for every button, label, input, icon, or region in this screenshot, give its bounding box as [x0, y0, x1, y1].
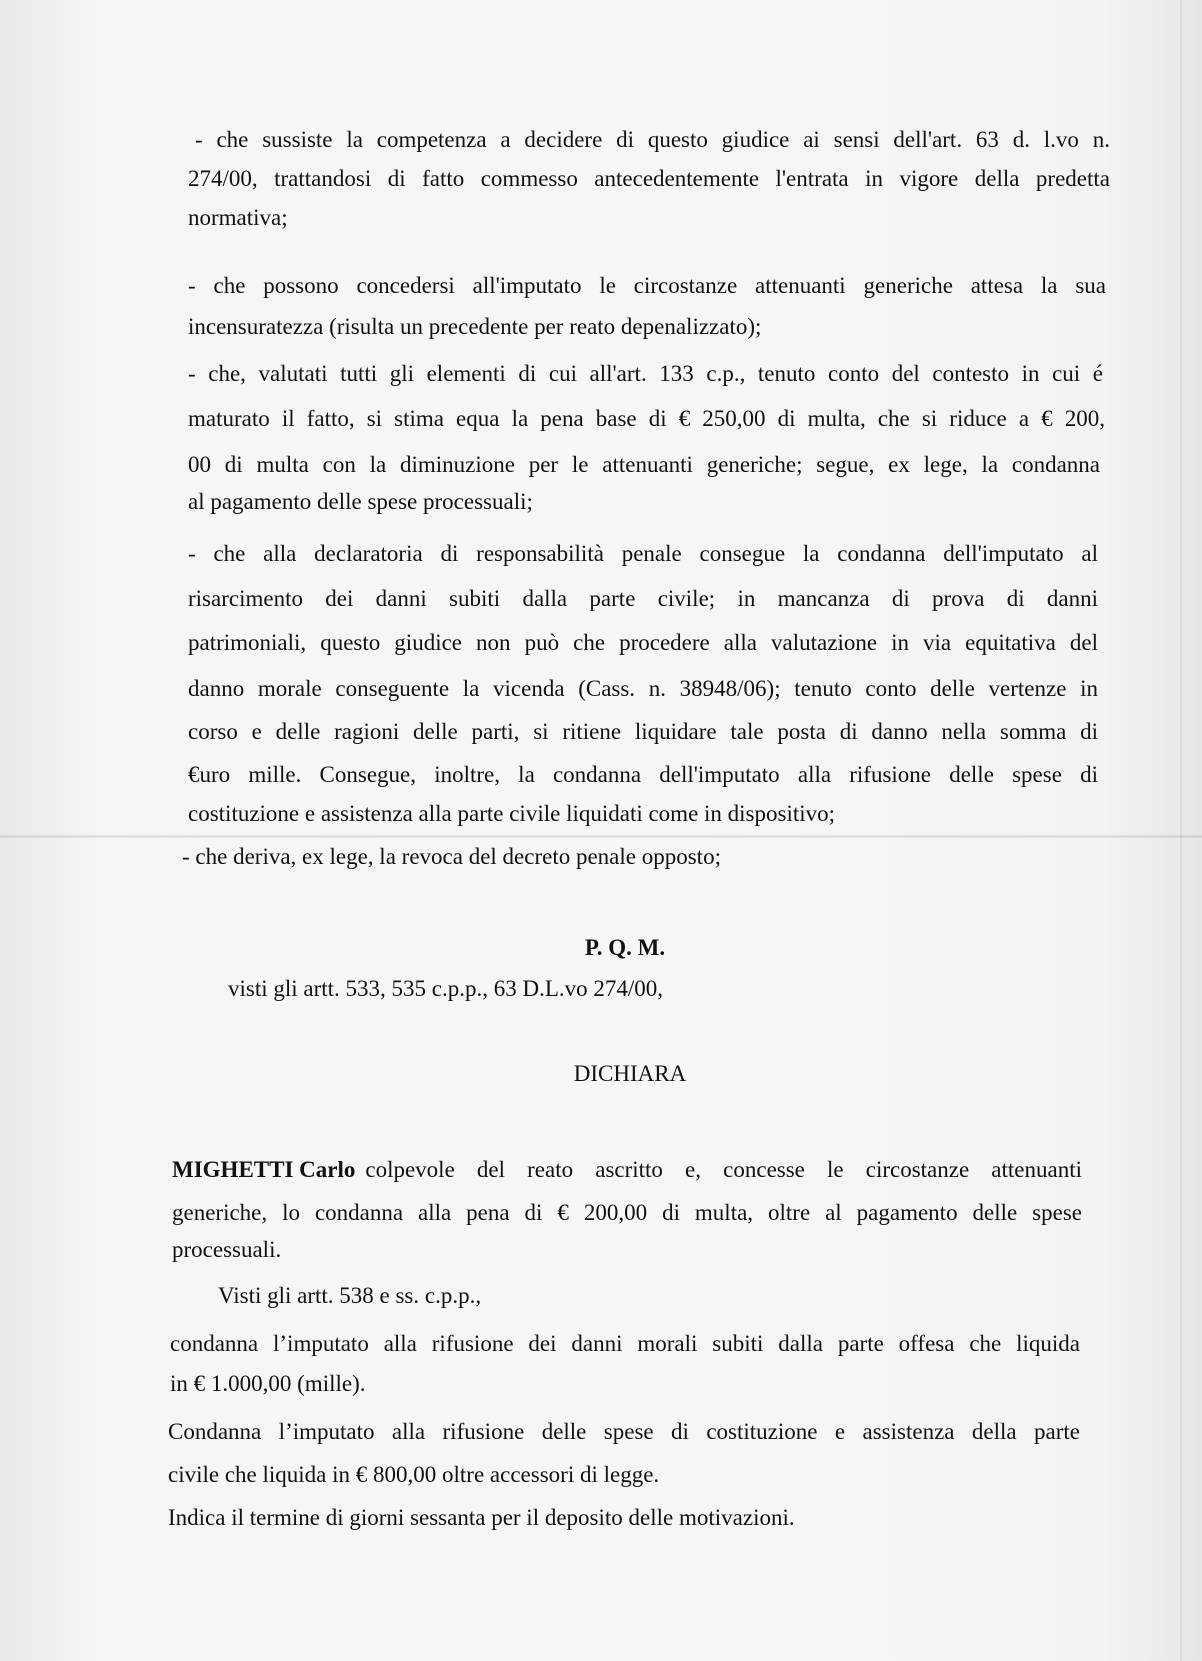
pqm-heading: P. Q. M.	[584, 935, 666, 960]
visti-articoli: visti gli artt. 533, 535 c.p.p., 63 D.L.vo 274/00,	[228, 976, 664, 1001]
motivazione-line: - che alla declaratoria di responsabilità penale consegue la condanna dell'imputato al	[188, 541, 1098, 566]
condanna-spese: civile che liquida in € 800,00 oltre accessori di legge.	[168, 1462, 660, 1487]
motivazione-line: maturato il fatto, si stima equa la pena base di € 250,00 di multa, che si riduce a € 200,	[188, 406, 1105, 431]
dichiara-heading: DICHIARA	[573, 1061, 687, 1086]
termine-motivazioni: Indica il termine di giorni sessanta per il deposito delle motivazioni.	[168, 1505, 795, 1530]
motivazione-line: corso e delle ragioni delle parti, si ritiene liquidare tale posta di danno nella somma di	[188, 719, 1098, 744]
motivazione-line: danno morale conseguente la vicenda (Cass. n. 38948/06); tenuto conto delle vertenze in	[188, 676, 1098, 701]
motivazione-line: normativa;	[188, 205, 288, 230]
motivazione-line: risarcimento dei danni subiti dalla parte civile; in mancanza di prova di danni	[188, 586, 1098, 611]
dispositivo-line-1	[172, 1156, 1082, 1184]
motivazione-line: - che sussiste la competenza a decidere di questo giudice ai sensi dell'art. 63 d. l.vo n.	[195, 127, 1110, 152]
motivazione-line: incensuratezza (risulta un precedente per reato depenalizzato);	[188, 314, 762, 339]
motivazione-line: costituzione e assistenza alla parte civile liquidati come in dispositivo;	[188, 801, 836, 826]
visti-538: Visti gli artt. 538 e ss. c.p.p.,	[218, 1283, 482, 1308]
imputato-name: MIGHETTI Carlo	[172, 1157, 356, 1182]
condanna-spese: Condanna l’imputato alla rifusione delle spese di costituzione e assistenza della parte	[168, 1419, 1080, 1444]
motivazione-line: patrimoniali, questo giudice non può che procedere alla valutazione in via equitativa del	[188, 630, 1098, 655]
condanna-danni: in € 1.000,00 (mille).	[170, 1371, 366, 1396]
dispositivo-line: generiche, lo condanna alla pena di € 200,00 di multa, oltre al pagamento delle spese	[172, 1200, 1082, 1225]
motivazione-line: - che possono concedersi all'imputato le circostanze attenuanti generiche attesa la sua	[188, 273, 1106, 298]
motivazione-line: 274/00, trattandosi di fatto commesso antecedentemente l'entrata in vigore della predetta	[188, 166, 1110, 191]
motivazione-line: - che, valutati tutti gli elementi di cui all'art. 133 c.p., tenuto conto del contesto in cui é	[188, 361, 1103, 386]
dispositivo-text: colpevole del reato ascritto e, concesse le circostanze attenuanti	[365, 1157, 1082, 1182]
motivazione-line: - che deriva, ex lege, la revoca del decreto penale opposto;	[182, 844, 721, 869]
motivazione-line: 00 di multa con la diminuzione per le attenuanti generiche; segue, ex lege, la condanna	[188, 452, 1100, 477]
motivazione-line: al pagamento delle spese processuali;	[188, 489, 533, 514]
motivazione-line: €uro mille. Consegue, inoltre, la condanna dell'imputato alla rifusione delle spese di	[188, 762, 1098, 787]
dispositivo-line: processuali.	[172, 1237, 282, 1262]
condanna-danni: condanna l’imputato alla rifusione dei danni morali subiti dalla parte offesa che liquida	[170, 1331, 1080, 1356]
